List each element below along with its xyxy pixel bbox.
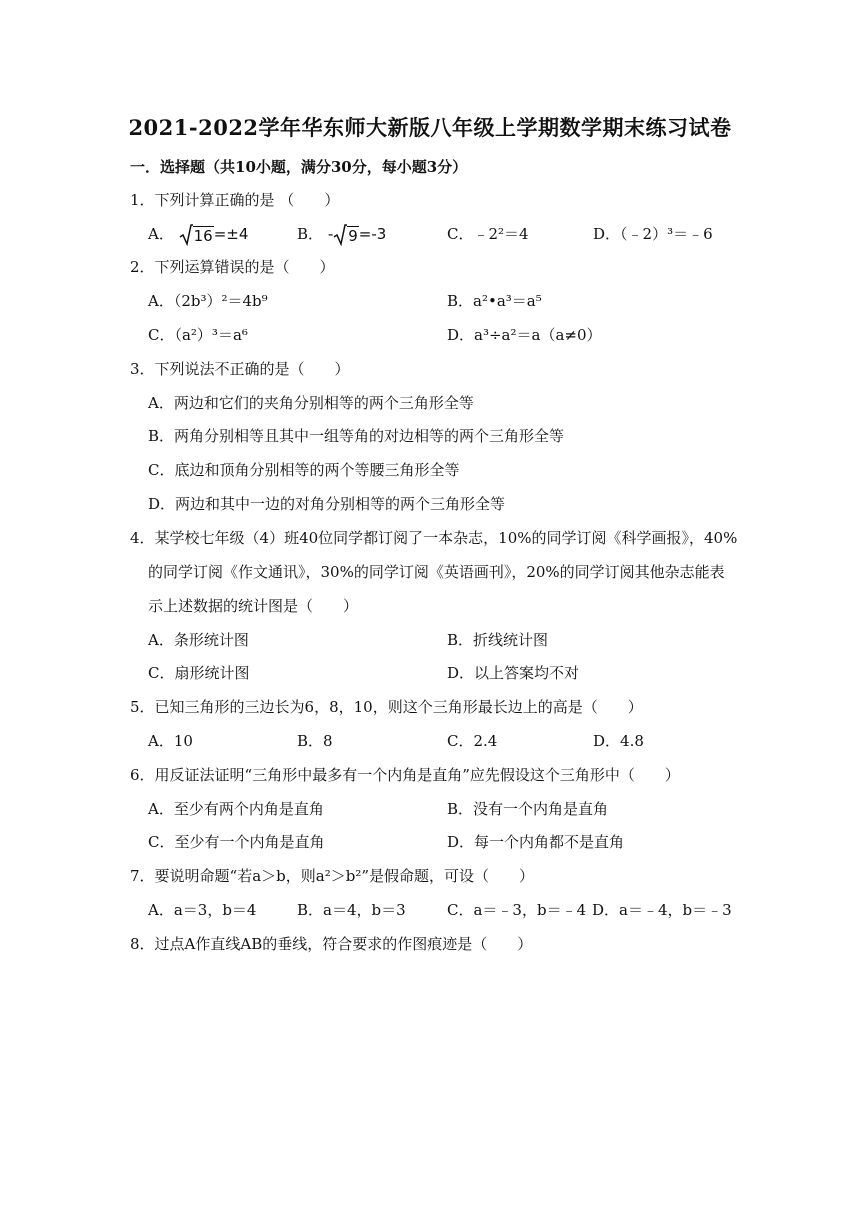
question-2-stem: 2．下列运算错误的是（ ） [130, 258, 335, 276]
q3-option-b: B．两角分别相等且其中一组等角的对边相等的两个三角形全等 [148, 427, 565, 445]
question-1-stem: 1．下列计算正确的是 （ ） [130, 191, 340, 209]
sqrt-icon [333, 224, 347, 246]
q2-option-c: C．（a²）³＝a⁶ [148, 326, 248, 344]
q1-option-a-label: A． [148, 225, 174, 243]
q1-option-c: C．﹣2²＝4 [447, 225, 529, 243]
q1-option-d: D．（﹣2）³＝﹣6 [593, 225, 713, 243]
section-heading: 一．选择题（共10小题，满分30分，每小题3分） [130, 158, 468, 176]
q5-option-c: C．2.4 [447, 732, 498, 750]
q1-option-a [148, 224, 248, 246]
q1-b-radicand: 9 [348, 226, 358, 245]
q1-b-rhs: =-3 [358, 225, 387, 243]
question-4-stem-line-1: 4．某学校七年级（4）班40位同学都订阅了一本杂志，10%的同学订阅《科学画报》，40% [130, 529, 738, 547]
q3-option-a: A．两边和它们的夹角分别相等的两个三角形全等 [148, 394, 474, 412]
q4-option-a: A．条形统计图 [148, 631, 249, 649]
question-7-stem: 7．要说明命题“若a＞b，则a²＞b²”是假命题，可设（ ） [130, 867, 534, 885]
q5-option-d: D．4.8 [593, 732, 644, 750]
q6-option-a: A．至少有两个内角是直角 [148, 800, 324, 818]
question-5-stem: 5．已知三角形的三边长为6，8，10，则这个三角形最长边上的高是（ ） [130, 698, 643, 716]
q2-option-b: B．a²•a³＝a⁵ [447, 292, 542, 310]
q2-option-a: A．（2b³）²＝4b⁹ [148, 292, 268, 310]
q3-option-d: D．两边和其中一边的对角分别相等的两个三角形全等 [148, 495, 506, 513]
q1-option-b-label: B． [297, 225, 324, 243]
q6-option-c: C．至少有一个内角是直角 [148, 833, 325, 851]
q1-a-radicand: 16 [193, 226, 213, 245]
question-4-stem-line-3: 示上述数据的统计图是（ ） [148, 597, 359, 615]
q4-option-c: C．扇形统计图 [148, 664, 250, 682]
q4-option-d: D．以上答案均不对 [447, 664, 580, 682]
q6-option-d: D．每一个内角都不是直角 [447, 833, 625, 851]
q7-option-b: B．a＝4，b＝3 [297, 901, 406, 919]
q1-option-b [297, 224, 386, 246]
q3-option-c: C．底边和顶角分别相等的两个等腰三角形全等 [148, 461, 460, 479]
q1-b-prefix: - [327, 225, 334, 243]
q7-option-c: C．a＝﹣3，b＝﹣4 [447, 901, 587, 919]
q4-option-b: B．折线统计图 [447, 631, 549, 649]
q6-option-b: B．没有一个内角是直角 [447, 800, 609, 818]
q7-option-a: A．a＝3，b＝4 [148, 901, 257, 919]
q5-option-b: B．8 [297, 732, 333, 750]
q5-option-a: A．10 [148, 732, 193, 750]
question-4-stem-line-2: 的同学订阅《作文通讯》，30%的同学订阅《英语画刊》，20%的同学订阅其他杂志能表 [148, 563, 725, 581]
q1-a-rhs: =±4 [213, 225, 249, 243]
q7-option-d: D．a＝﹣4，b＝﹣3 [592, 901, 732, 919]
sqrt-icon [179, 224, 193, 246]
question-8-stem: 8．过点A作直线AB的垂线，符合要求的作图痕迹是（ ） [130, 935, 533, 953]
q2-option-d: D．a³÷a²＝a（a≠0） [447, 326, 602, 344]
page-title: 2021-2022学年华东师大新版八年级上学期数学期末练习试卷 [128, 115, 732, 140]
question-6-stem: 6．用反证法证明“三角形中最多有一个内角是直角”应先假设这个三角形中（ ） [130, 766, 680, 784]
question-3-stem: 3．下列说法不正确的是（ ） [130, 360, 350, 378]
